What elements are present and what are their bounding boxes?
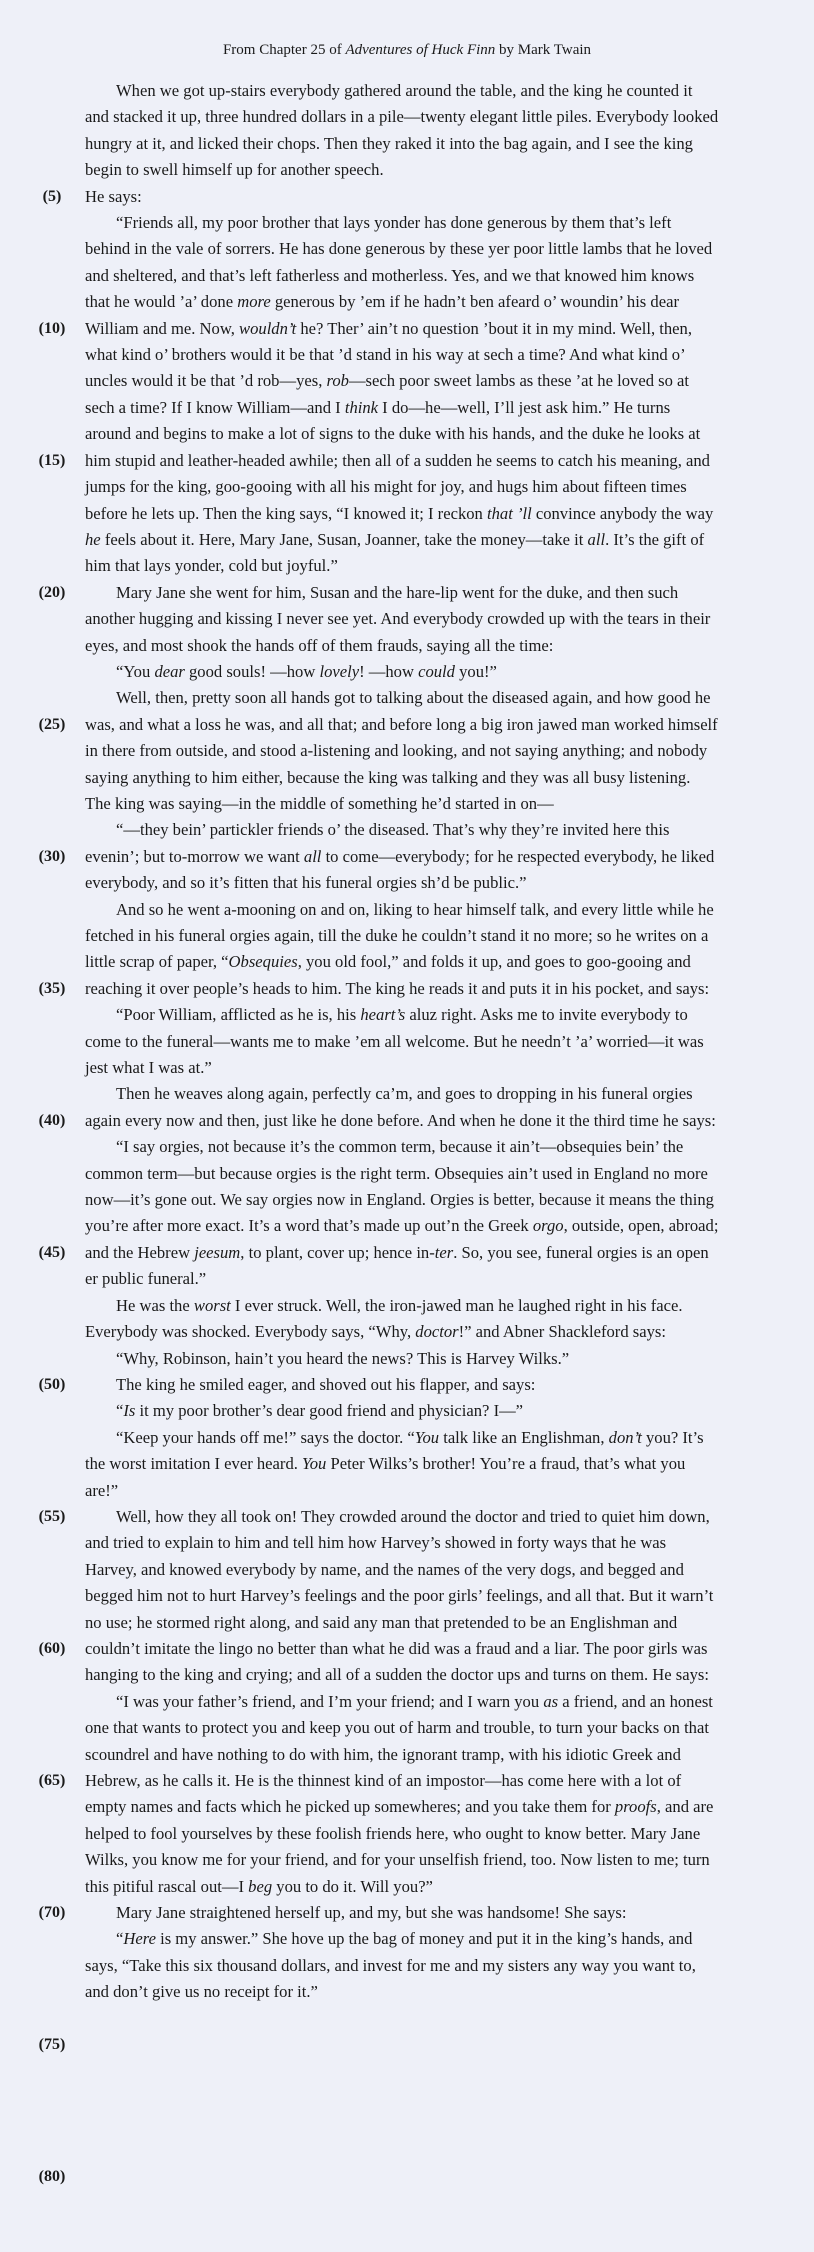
header-prefix: From Chapter 25 of (222, 42, 346, 58)
text-run: feels about it. Here, Mary Jane, Susan, Joanner, take the money—take it (100, 529, 588, 549)
text-run: Well, how they all took on! They crowded around the doctor and tried to quiet him down, and tried to explain to him and tell him how Harvey’s showed in forty ways that he was Harvey, and knowed everybody by name, and the names of the very dogs, and begged and begged him not to hurt Harvey’s feelings and the poor girls’ feelings, and all that. But it warn’t no use; he stormed right along, and said any man that pretended to be an Englishman and couldn’t imitate the lingo no better than what he did was a fraud and a liar. The poor girls was hanging to the king and crying; and all of a sudden the doctor ups and turns on them. He says: (85, 1506, 714, 1685)
text-run: ! —how (359, 661, 419, 681)
text-run: “ (116, 1401, 124, 1421)
passage-paragraph (85, 210, 719, 580)
italic-text: Obsequies (228, 952, 298, 972)
passage-paragraph (85, 1002, 719, 1081)
italic-text: -ter (429, 1242, 454, 1262)
book-title: Adventures of Huck Finn (345, 42, 496, 58)
passage-paragraph (85, 1293, 719, 1346)
text-run: And so he went a-mooning on and on, liking to hear himself talk, and every little while he fetched in his funeral orgies again, till the duke he couldn’t stand it no more; so he writes on a little scrap of paper, “ (85, 899, 714, 972)
italic-text: You (414, 1427, 440, 1447)
text-run: He was the (116, 1295, 194, 1315)
passage-body (85, 78, 719, 2006)
line-number: (75) (38, 2035, 66, 2053)
passage-paragraph (85, 817, 719, 896)
passage-paragraph (85, 659, 719, 685)
text-run: “—they bein’ partickler friends o’ the diseased. That’s why they’re invited here this evenin’; but to-morrow we want (85, 820, 670, 866)
text-run: The king he smiled eager, and shoved out his flapper, and says: (116, 1374, 536, 1394)
passage-paragraph (85, 1504, 719, 1689)
italic-text: all (587, 529, 606, 549)
italic-text: jeesum (194, 1242, 241, 1262)
passage-paragraph (85, 685, 719, 817)
italic-text: orgo (532, 1216, 564, 1236)
text-run: I do—he—well, I’ll jest ask him.” He turns around and begins to make a lot of signs to the duke with his hands, and the duke he looks at him stupid and leather-headed awhile; then all of a sudden he seems to catch his meaning, and jumps for the king, goo-gooing with all his might for joy, and hugs him about fifteen times before he lets up. Then the king says, “I knowed it; I reckon (85, 397, 710, 523)
line-number: (25) (38, 715, 66, 733)
italic-text: doctor (415, 1322, 459, 1342)
italic-text: Is (123, 1401, 136, 1421)
line-number: (35) (38, 979, 66, 997)
line-number: (55) (38, 1507, 66, 1525)
line-number: (15) (38, 451, 66, 469)
italic-text: don’t (608, 1427, 642, 1447)
italic-text: rob (326, 371, 349, 391)
line-number: (40) (38, 1111, 66, 1129)
line-number: (20) (38, 583, 66, 601)
line-number: (50) (38, 1375, 66, 1393)
text-run: He says: (85, 186, 142, 206)
text-run: “ (116, 1929, 124, 1949)
passage-paragraph (85, 1900, 719, 1926)
line-number: (60) (38, 1639, 66, 1657)
italic-text: think (344, 397, 379, 417)
text-run: good souls! —how (184, 661, 320, 681)
text-run: , to plant, cover up; hence in (240, 1242, 430, 1262)
text-run: “I was your father’s friend, and I’m your friend; and I warn you (116, 1691, 544, 1711)
italic-text: dear (154, 661, 185, 681)
text-run: !” and Abner Shackleford says: (458, 1322, 666, 1342)
italic-text: Here (123, 1929, 156, 1949)
text-run: “Keep your hands off me!” says the doctor. “ (116, 1427, 415, 1447)
italic-text: heart’s (360, 1005, 406, 1025)
text-run: Mary Jane straightened herself up, and my, but she was handsome! She says: (116, 1903, 627, 1923)
text-run: “Why, Robinson, hain’t you heard the news? This is Harvey Wilks.” (116, 1348, 570, 1368)
italic-text: beg (248, 1876, 273, 1896)
passage-paragraph (85, 580, 719, 659)
text-run: to come—everybody; for he respected everybody, he liked everybody, and so it’s fitten that his funeral orgies sh’d be public.” (85, 846, 715, 893)
text-run: he? Ther’ ain’t no question ’bout it in my mind. Well, then, what kind o’ brothers would it be that ’d stand in his way at sech a time? And what kind o’ uncles would it be that ’d rob—yes, (85, 318, 692, 391)
passage-paragraph (85, 1425, 719, 1504)
text-run: you!” (454, 661, 497, 681)
italic-text: that ’ll (486, 503, 532, 523)
italic-text: all (303, 846, 322, 866)
passage-paragraph (85, 897, 719, 1003)
italic-text: could (418, 661, 455, 681)
text-run: , you old fool,” and folds it up, and goes to goo-gooing and reaching it over people’s heads to him. The king he reads it and puts it in his pocket, and says: (85, 952, 710, 998)
text-run: “I say orgies, not because it’s the common term, because it ain’t—obsequies bein’ the common term—but because orgies is the right term. Obsequies ain’t used in England no more now—it’s gone out. We say orgies now in England. Orgies is better, because it means the thing you’re after more exact. It’s a word that’s made up out’n the Greek (85, 1137, 714, 1236)
line-number: (10) (38, 319, 66, 337)
text-run: aluz right. Asks me to invite everybody to come to the funeral—wants me to make ’em all welcome. But he needn’t ’a’ worried—it was jest what I was at.” (85, 1005, 704, 1078)
line-number: (45) (38, 1243, 66, 1261)
italic-text: he (85, 529, 101, 549)
text-run: —sech poor sweet lambs as these ’at he loved so at sech a time? If I know William—and I (85, 371, 690, 417)
text-run: talk like an Englishman, (439, 1427, 609, 1447)
italic-text: lovely (319, 661, 360, 681)
italic-text: proofs (614, 1797, 657, 1817)
passage-paragraph (85, 1398, 719, 1424)
italic-text: worst (193, 1295, 231, 1315)
text-run: Peter Wilks’s brother! You’re a fraud, that’s what you are!” (85, 1454, 686, 1500)
text-run: it my poor brother’s dear good friend and physician? I—” (135, 1401, 524, 1421)
text-run: you to do it. Will you?” (272, 1876, 433, 1896)
line-number: (70) (38, 1903, 66, 1921)
passage-paragraph (85, 1372, 719, 1398)
text-run: Well, then, pretty soon all hands got to talking about the diseased again, and how good he was, and what a loss he was, and all that; and before long a big iron jawed man worked himself in there from outside, and stood a-listening and looking, and not saying anything; and nobody saying anything to him either, because the king was talking and they was all busy listening. The king was saying—in the middle of something he’d started in on— (85, 688, 718, 813)
text-run: is my answer.” She hove up the bag of money and put it in the king’s hands, and says, “Take this six thousand dollars, and invest for me and my sisters any way you want to, and don’t give us no receipt for it.” (85, 1929, 696, 2002)
text-run: generous by ’em if he hadn’t ben afeard o’ woundin’ his dear William and me. Now, (85, 292, 679, 338)
text-run: convince anybody the way (531, 503, 714, 523)
text-run: Mary Jane she went for him, Susan and the hare-lip went for the duke, and then such another hugging and kissing I never see yet. And everybody crowded up with the tears in their eyes, and most shook the hands off of them frauds, saying all the time: (85, 582, 711, 655)
text-run: , and are helped to fool yourselves by these foolish friends here, who ought to know better. Mary Jane Wilks, you know me for your friend, and for your unselfish friend, too. Now listen to me; turn this pitiful rascal out—I (85, 1797, 714, 1896)
italic-text: more (237, 292, 271, 312)
text-run: . So, you see, funeral orgies is an open er public funeral.” (85, 1242, 709, 1289)
text-run: . It’s the gift of him that lays yonder, cold but joyful.” (85, 529, 705, 576)
text-run: “Poor William, afflicted as he is, his (116, 1005, 361, 1025)
text-run: Then he weaves along again, perfectly ca’m, and goes to dropping in his funeral orgies again every now and then, just like he done before. And when he done it the third time he says: (85, 1084, 716, 1130)
passage-paragraph (85, 78, 719, 184)
text-run: “Friends all, my poor brother that lays yonder has done generous by them that’s left behind in the vale of sorrers. He has done generous by these yer poor little lambs that he loved and sheltered, and that’s left fatherless and motherless. Yes, and we that knowed him knows that he would ’a’ done (85, 213, 713, 312)
text-run: you? It’s the worst imitation I ever heard. (85, 1427, 704, 1474)
italic-text: as (543, 1691, 559, 1711)
italic-text: wouldn’t (239, 318, 297, 338)
passage-paragraph (85, 1346, 719, 1372)
passage-paragraph (85, 1689, 719, 1900)
text-run: “You (116, 661, 155, 681)
text-run: I ever struck. Well, the iron-jawed man he laughed right in his face. Everybody was shocked. Everybody says, “Why, (85, 1295, 683, 1342)
text-run: , outside, open, abroad; and the Hebrew (85, 1216, 719, 1262)
line-number: (65) (38, 1771, 66, 1789)
passage-header (0, 40, 814, 60)
line-number: (30) (38, 847, 66, 865)
line-number: (80) (38, 2167, 66, 2185)
passage-paragraph (85, 1134, 719, 1292)
header-suffix: by Mark Twain (495, 42, 592, 58)
passage-paragraph (85, 184, 719, 210)
italic-text: You (302, 1454, 327, 1474)
passage-paragraph (85, 1081, 719, 1134)
text-run: a friend, and an honest one that wants to protect you and keep you out of harm and trouble, to turn your backs on that scoundrel and have nothing to do with him, the ignorant tramp, with his idiotic Greek and Hebrew, as he calls it. He is the thinnest kind of an impostor—has come here with a lot of empty names and facts which he picked up somewheres; and you take them for (85, 1691, 713, 1817)
passage-paragraph (85, 1926, 719, 2005)
line-number: (5) (42, 187, 62, 205)
text-run: When we got up-stairs everybody gathered around the table, and the king he counted it and stacked it up, three hundred dollars in a pile—twenty elegant little piles. Everybody looked hungry at it, and licked their chops. Then they raked it into the bag again, and I see the king begin to swell himself up for another speech. (85, 81, 719, 180)
